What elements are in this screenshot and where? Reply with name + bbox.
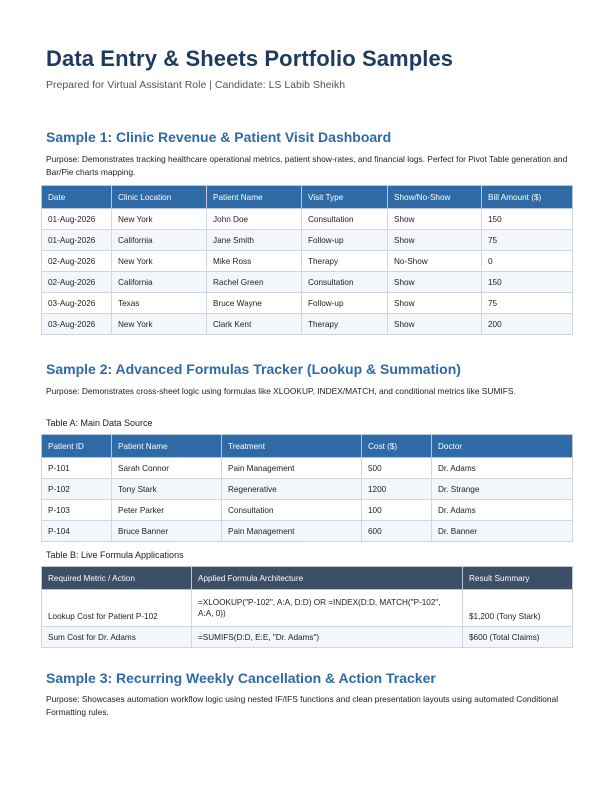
table-cell: Consultation xyxy=(302,272,388,293)
table-cell: $600 (Total Claims) xyxy=(463,627,573,648)
clinic-revenue-table xyxy=(41,185,573,335)
table-cell: California xyxy=(112,230,207,251)
table-cell: Therapy xyxy=(302,251,388,272)
table-header-row xyxy=(42,567,573,590)
column-header: Patient Name xyxy=(112,435,222,458)
table-cell: Dr. Adams xyxy=(432,458,573,479)
table-cell: Therapy xyxy=(302,314,388,335)
formula-applications-table xyxy=(41,566,573,648)
column-header: Required Metric / Action xyxy=(42,567,192,590)
table-cell: Tony Stark xyxy=(112,479,222,500)
table-cell: Dr. Strange xyxy=(432,479,573,500)
sample3-title: Sample 3: Recurring Weekly Cancellation & Action Tracker xyxy=(46,670,436,686)
table-b-label: Table B: Live Formula Applications xyxy=(46,550,184,560)
table-cell: John Doe xyxy=(207,209,302,230)
table-cell: 03-Aug-2026 xyxy=(42,314,112,335)
table-row xyxy=(42,272,573,293)
table-cell: 0 xyxy=(482,251,573,272)
table-cell: Show xyxy=(388,314,482,335)
column-header: Show/No-Show xyxy=(388,186,482,209)
table-cell: 150 xyxy=(482,209,573,230)
table-row xyxy=(42,251,573,272)
table-row xyxy=(42,500,573,521)
column-header: Visit Type xyxy=(302,186,388,209)
table-row xyxy=(42,209,573,230)
table-cell: Rachel Green xyxy=(207,272,302,293)
column-header: Doctor xyxy=(432,435,573,458)
table-row xyxy=(42,458,573,479)
table-cell: P-103 xyxy=(42,500,112,521)
column-header: Date xyxy=(42,186,112,209)
table-cell: Sum Cost for Dr. Adams xyxy=(42,627,192,648)
table-cell: Dr. Banner xyxy=(432,521,573,542)
table-row xyxy=(42,521,573,542)
table-cell: 02-Aug-2026 xyxy=(42,251,112,272)
table-header-row xyxy=(42,186,573,209)
sample2-title: Sample 2: Advanced Formulas Tracker (Lookup & Summation) xyxy=(46,361,461,377)
sample1-purpose: Purpose: Demonstrates tracking healthcare operational metrics, patient show-rates, and financial logs. Perfect for Pivot Table generation and Bar/Pie charts mapping. xyxy=(46,154,568,177)
table-cell: Regenerative xyxy=(222,479,362,500)
main-data-source-table xyxy=(41,434,573,542)
table-cell: Bruce Banner xyxy=(112,521,222,542)
table-cell: New York xyxy=(112,251,207,272)
table-a-label: Table A: Main Data Source xyxy=(46,418,153,428)
table-row xyxy=(42,479,573,500)
table-cell: Show xyxy=(388,293,482,314)
table-cell: Lookup Cost for Patient P-102 xyxy=(42,590,192,627)
column-header: Patient Name xyxy=(207,186,302,209)
table-cell: P-102 xyxy=(42,479,112,500)
table-cell: P-101 xyxy=(42,458,112,479)
table-cell: 1200 xyxy=(362,479,432,500)
table-cell: New York xyxy=(112,314,207,335)
table-cell: New York xyxy=(112,209,207,230)
table-cell: 03-Aug-2026 xyxy=(42,293,112,314)
table-row xyxy=(42,230,573,251)
column-header: Treatment xyxy=(222,435,362,458)
table-cell: 600 xyxy=(362,521,432,542)
table-cell: Dr. Adams xyxy=(432,500,573,521)
table-cell: 01-Aug-2026 xyxy=(42,230,112,251)
table-row xyxy=(42,627,573,648)
table-cell: No-Show xyxy=(388,251,482,272)
table-cell: Follow-up xyxy=(302,293,388,314)
column-header: Clinic Location xyxy=(112,186,207,209)
sample2-purpose: Purpose: Demonstrates cross-sheet logic using formulas like XLOOKUP, INDEX/MATCH, and conditional metrics like SUMIFS. xyxy=(46,386,516,396)
sample3-purpose: Purpose: Showcases automation workflow logic using nested IF/IFS functions and clean presentation layouts using automated Conditional Formatting rules. xyxy=(46,694,559,717)
table-cell: 02-Aug-2026 xyxy=(42,272,112,293)
table-cell: Show xyxy=(388,272,482,293)
table-cell: =XLOOKUP("P-102", A:A, D:D) OR =INDEX(D:D, MATCH("P-102", A:A, 0)) xyxy=(192,590,463,627)
table-cell: Clark Kent xyxy=(207,314,302,335)
table-cell: 75 xyxy=(482,293,573,314)
table-cell: 150 xyxy=(482,272,573,293)
column-header: Result Summary xyxy=(463,567,573,590)
document-title: Data Entry & Sheets Portfolio Samples xyxy=(46,46,454,71)
column-header: Cost ($) xyxy=(362,435,432,458)
table-cell: Peter Parker xyxy=(112,500,222,521)
table-cell: 500 xyxy=(362,458,432,479)
table-cell: Mike Ross xyxy=(207,251,302,272)
table-row xyxy=(42,314,573,335)
table-cell: California xyxy=(112,272,207,293)
table-cell: Consultation xyxy=(222,500,362,521)
table-cell: Show xyxy=(388,209,482,230)
table-cell: 01-Aug-2026 xyxy=(42,209,112,230)
table-cell: $1,200 (Tony Stark) xyxy=(463,590,573,627)
table-cell: =SUMIFS(D:D, E:E, "Dr. Adams") xyxy=(192,627,463,648)
table-cell: P-104 xyxy=(42,521,112,542)
column-header: Bill Amount ($) xyxy=(482,186,573,209)
table-cell: Pain Management xyxy=(222,458,362,479)
table-cell: 75 xyxy=(482,230,573,251)
table-header-row xyxy=(42,435,573,458)
table-cell: Bruce Wayne xyxy=(207,293,302,314)
table-cell: Sarah Connor xyxy=(112,458,222,479)
table-row xyxy=(42,293,573,314)
table-cell: 100 xyxy=(362,500,432,521)
table-cell: Consultation xyxy=(302,209,388,230)
table-row xyxy=(42,590,573,627)
column-header: Applied Formula Architecture xyxy=(192,567,463,590)
column-header: Patient ID xyxy=(42,435,112,458)
table-cell: Texas xyxy=(112,293,207,314)
table-cell: Pain Management xyxy=(222,521,362,542)
document-subtitle: Prepared for Virtual Assistant Role | Candidate: LS Labib Sheikh xyxy=(46,79,346,91)
table-cell: Jane Smith xyxy=(207,230,302,251)
sample1-title: Sample 1: Clinic Revenue & Patient Visit Dashboard xyxy=(46,129,392,145)
table-cell: Follow-up xyxy=(302,230,388,251)
table-cell: Show xyxy=(388,230,482,251)
table-cell: 200 xyxy=(482,314,573,335)
